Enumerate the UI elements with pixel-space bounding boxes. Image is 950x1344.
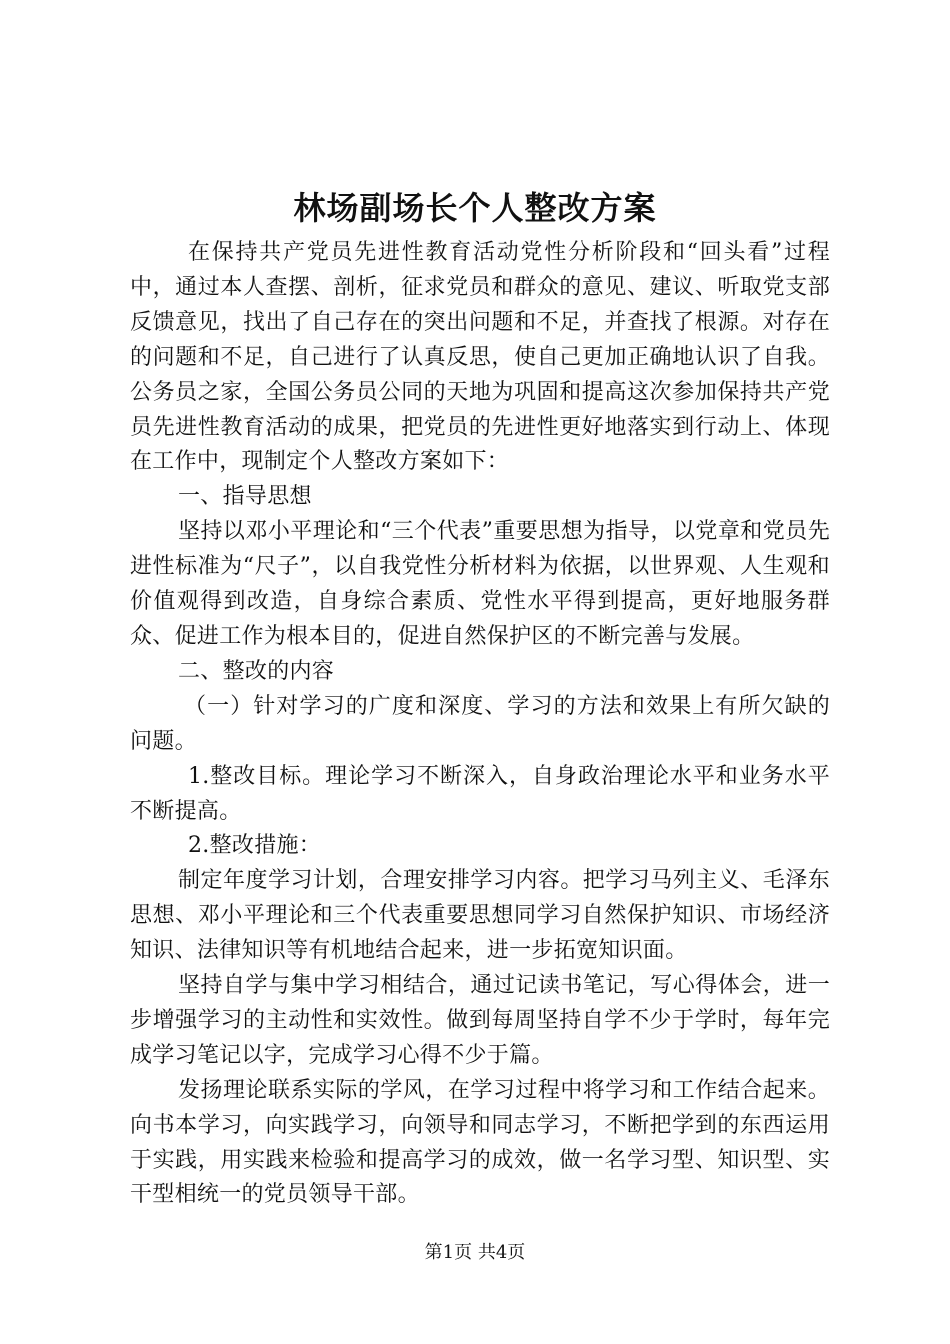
subheading-study-issue: （一）针对学习的广度和深度、学习的方法和效果上有所欠缺的问题。	[130, 693, 830, 754]
paragraph-guiding-ideology: 坚持以邓小平理论和“三个代表”重要思想为指导，以党章和党员先进性标准为“尺子”，以自我党性分析材料为依据，以世界观、人生观和价值观得到改造，自身综合素质、党性水平得到提高，更好地服务群众、促进工作为根本目的，促进自然保护区的不断完善与发展。	[130, 519, 830, 649]
item-rectification-measures: 2.整改措施：	[188, 833, 322, 859]
paragraph-study-plan: 制定年度学习计划，合理安排学习内容。把学习马列主义、毛泽东思想、邓小平理论和三个代表重要思想同学习自然保护知识、市场经济知识、法律知识等有机地结合起来，进一步拓宽知识面。	[130, 868, 830, 964]
paragraph-theory-practice: 发扬理论联系实际的学风，在学习过程中将学习和工作结合起来。向书本学习，向实践学习，向领导和同志学习，不断把学到的东西运用于实践，用实践来检验和提高学习的成效，做一名学习型、知识型、实干型相统一的党员领导干部。	[130, 1077, 830, 1208]
paragraph-intro: 在保持共产党员先进性教育活动党性分析阶段和“回头看”过程中，通过本人查摆、剖析，征求党员和群众的意见、建议、听取党支部反馈意见，找出了自己存在的突出问题和不足，并查找了根源。对存在的问题和不足，自己进行了认真反思，使自己更加正确地认识了自我。公务员之家，全国公务员公同的天地为巩固和提高这次参加保持共产党员先进性教育活动的成果，把党员的先进性更好地落实到行动上、体现在工作中，现制定个人整改方案如下：	[130, 240, 830, 475]
heading-rectification-content: 二、整改的内容	[178, 658, 335, 684]
paragraph-self-study: 坚持自学与集中学习相结合，通过记读书笔记，写心得体会，进一步增强学习的主动性和实效性。做到每周坚持自学不少于学时，每年完成学习笔记以字，完成学习心得不少于篇。	[130, 973, 830, 1068]
item-rectification-goal: 1.整改目标。理论学习不断深入，自身政治理论水平和业务水平不断提高。	[130, 763, 830, 824]
page-footer: 第1页 共4页	[424, 1242, 526, 1263]
document-body	[130, 236, 830, 1213]
document-title: 林场副场长个人整改方案	[293, 189, 657, 227]
heading-guiding-ideology: 一、指导思想	[178, 484, 312, 510]
